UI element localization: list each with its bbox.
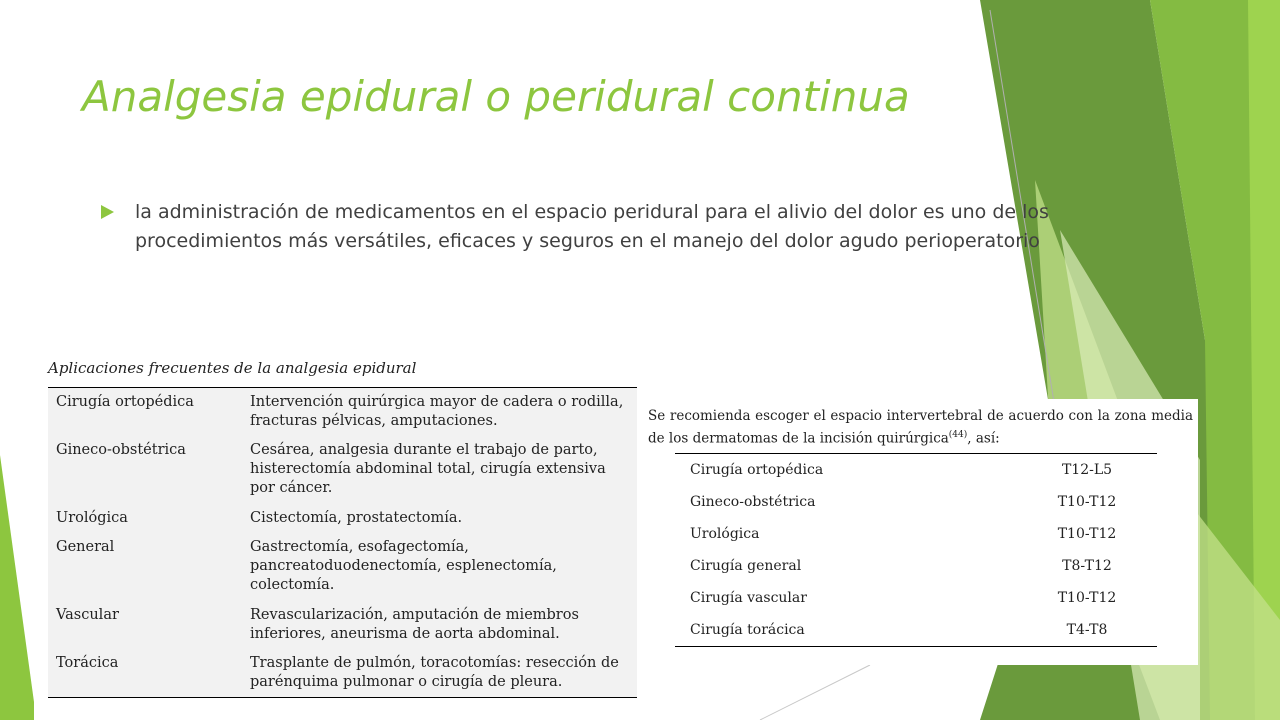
- bullet-text: la administración de medicamentos en el espacio peridural para el alivio del dolor es uno de los procedimientos más versátiles, eficaces y seguros en el manejo del dolor agudo perioperatorio: [135, 201, 1049, 252]
- applications-table-caption: Aplicaciones frecuentes de la analgesia epidural: [48, 359, 417, 377]
- procedures-cell: Revascularización, amputación de miembros inferiores, aneurisma de aorta abdominal.: [250, 606, 579, 642]
- table-row: [48, 436, 637, 504]
- left-green-shard: [0, 455, 34, 720]
- procedures-cell: Cistectomía, prostatectomía.: [250, 510, 463, 527]
- surgery-cell: Cirugía vascular: [690, 590, 807, 606]
- specialty-cell: Cirugía ortopédica: [56, 394, 194, 410]
- level-cell: T10-T12: [1057, 494, 1117, 510]
- specialty-cell: Torácica: [56, 654, 119, 671]
- intro-text: Se recomienda escoger el espacio intervertebral de acuerdo con la zona media de los dermatomas de la incisión quirúrgica: [648, 408, 1193, 447]
- specialty-cell: Vascular: [56, 606, 119, 623]
- table-row: [48, 533, 637, 601]
- table-row: [675, 614, 1157, 647]
- triangle-bullet-icon: [100, 205, 114, 219]
- table-row: [48, 649, 637, 698]
- table-row: [675, 550, 1157, 582]
- surgery-cell: Gineco-obstétrica: [690, 494, 816, 510]
- procedures-cell: Cesárea, analgesia durante el trabajo de parto, histerectomía abdominal total, cirugía extensiva por cáncer.: [250, 442, 606, 497]
- level-cell: T4-T8: [1066, 622, 1108, 638]
- level-cell: T8-T12: [1062, 558, 1112, 574]
- surgery-cell: Cirugía torácica: [690, 622, 805, 638]
- slide-title: Analgesia epidural o peridural continua: [82, 72, 910, 121]
- surgery-cell: Urológica: [690, 526, 760, 542]
- dermatome-table-image: [640, 399, 1198, 665]
- specialty-cell: Urológica: [56, 510, 128, 527]
- table-row: [48, 601, 637, 649]
- table-row: [675, 582, 1157, 614]
- level-cell: T12-L5: [1061, 462, 1113, 478]
- level-cell: T10-T12: [1057, 526, 1117, 542]
- table-row: [675, 486, 1157, 518]
- surgery-cell: Cirugía ortopédica: [690, 462, 824, 478]
- table-row: [48, 504, 637, 532]
- surgery-cell: Cirugía general: [690, 558, 802, 574]
- procedures-cell: Intervención quirúrgica mayor de cadera o rodilla, fracturas pélvicas, amputaciones.: [250, 394, 624, 429]
- intro-end-text: , así:: [967, 430, 1000, 447]
- applications-table: [48, 387, 637, 698]
- table-row: [675, 454, 1157, 487]
- level-cell: T10-T12: [1057, 590, 1117, 606]
- specialty-cell: General: [56, 538, 115, 555]
- applications-table-image: [34, 347, 640, 702]
- procedures-cell: Trasplante de pulmón, toracotomías: resección de parénquima pulmonar o cirugía de pleura.: [250, 654, 619, 690]
- bullet-item: [100, 198, 1180, 256]
- reference-superscript: (44): [948, 430, 968, 440]
- table-row: [48, 388, 637, 437]
- procedures-cell: Gastrectomía, esofagectomía, pancreatoduodenectomía, esplenectomía, colectomía.: [250, 538, 557, 593]
- specialty-cell: Gineco-obstétrica: [56, 442, 186, 459]
- dermatome-intro-text: [648, 407, 1193, 449]
- thin-bottom-line: [760, 665, 870, 720]
- dermatome-table: [675, 453, 1157, 647]
- table-row: [675, 518, 1157, 550]
